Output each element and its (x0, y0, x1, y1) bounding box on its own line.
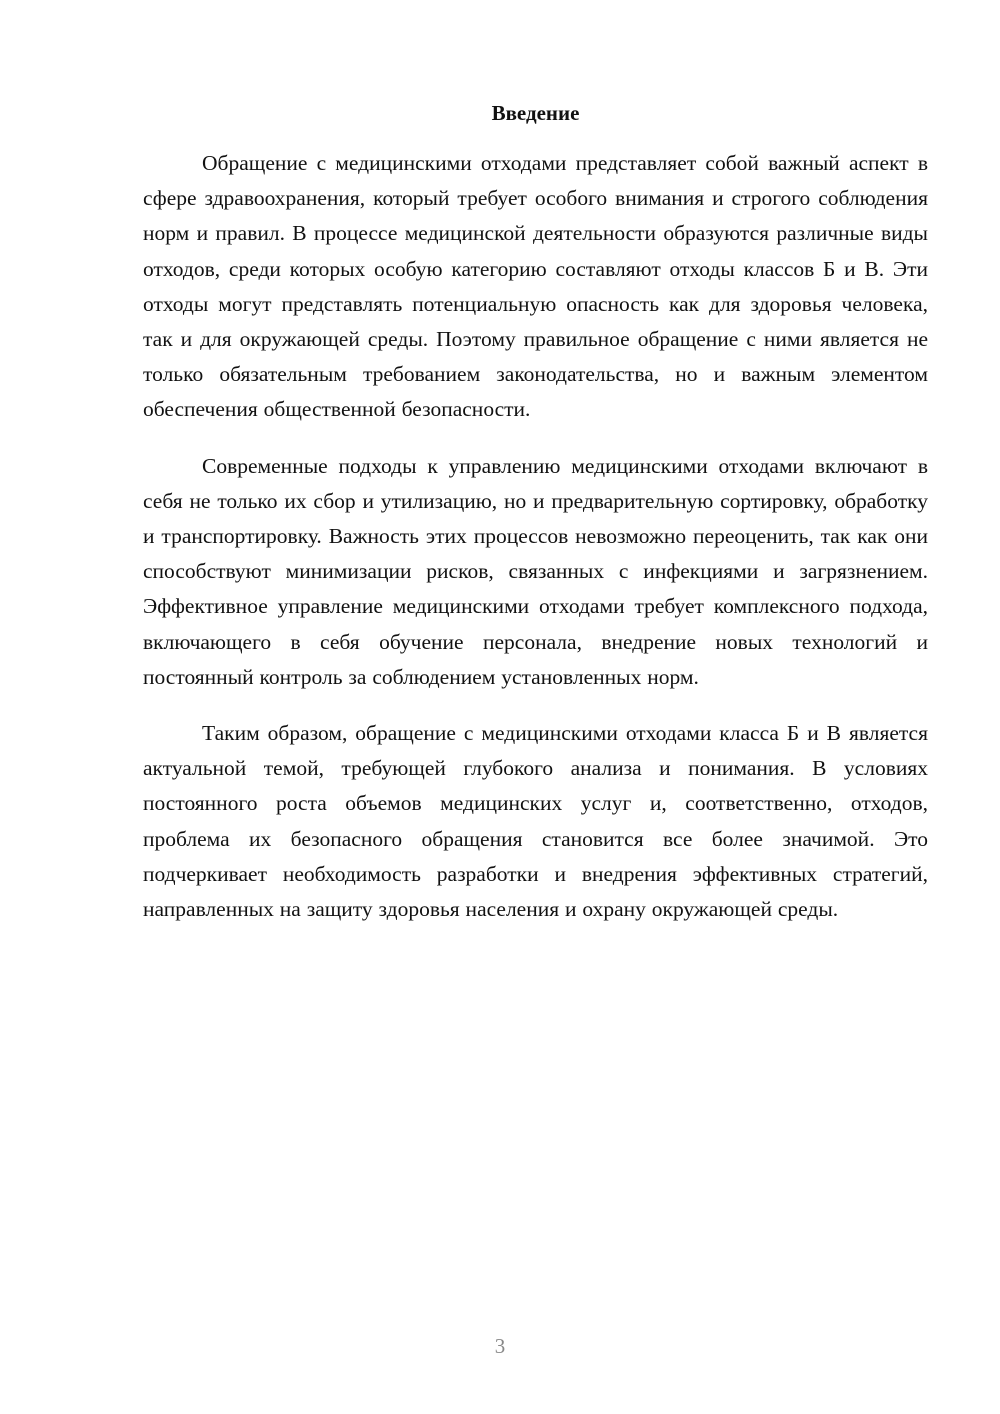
paragraph-1: Обращение с медицинскими отходами представляет собой важный аспект в сфере здравоохранения, который требует особого внимания и строгого соблюдения норм и правил. В процессе медицинской деятельности образуются различные виды отходов, среди которых особую категорию составляют отходы классов Б и В. Эти отходы могут представлять потенциальную опасность как для здоровья человека, так и для окружающей среды. Поэтому правильное обращение с ними является не только обязательным требованием законодательства, но и важным элементом обеспечения общественной безопасности. (143, 151, 928, 422)
paragraph-3: Таким образом, обращение с медицинскими отходами класса Б и В является актуальной темой, требующей глубокого анализа и понимания. В условиях постоянного роста объемов медицинских услуг и, соответственно, отходов, проблема их безопасного обращения становится все более значимой. Это подчеркивает необходимость разработки и внедрения эффективных стратегий, направленных на защиту здоровья населения и охрану окружающей среды. (143, 721, 928, 922)
paragraph-2: Современные подходы к управлению медицинскими отходами включают в себя не только их сбор и утилизацию, но и предварительную сортировку, обработку и транспортировку. Важность этих процессов невозможно переоценить, так как они способствуют минимизации рисков, связанных с инфекциями и загрязнением. Эффективное управление медицинскими отходами требует комплексного подхода, включающего в себя обучение персонала, внедрение новых технологий и постоянный контроль за соблюдением установленных норм. (143, 453, 928, 689)
page-content (143, 96, 928, 948)
page-number: 3 (494, 1334, 506, 1358)
section-heading: Введение (491, 101, 580, 125)
